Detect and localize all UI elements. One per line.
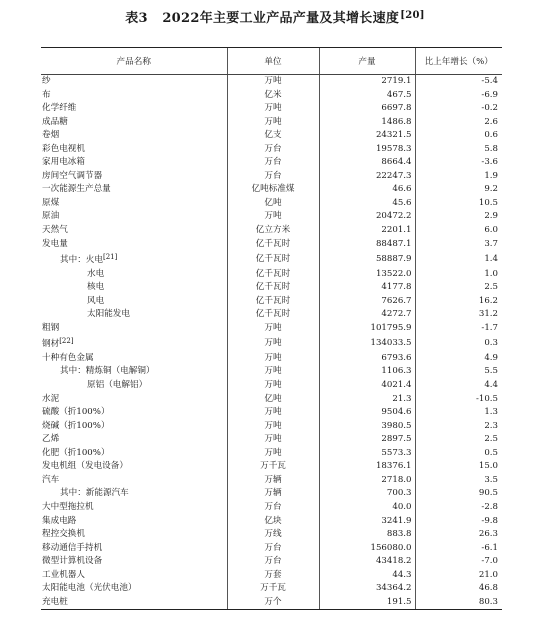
table-row	[41, 102, 502, 116]
table-row	[41, 335, 502, 352]
unit-cell: 万辆	[227, 474, 319, 488]
unit-cell: 亿块	[227, 515, 319, 529]
product-name-cell	[41, 281, 227, 295]
product-name-cell	[41, 197, 227, 211]
unit-cell: 万个	[227, 596, 319, 610]
product-name: 水泥	[42, 393, 60, 404]
growth-cell: 6.0	[415, 224, 502, 238]
table-row	[41, 352, 502, 366]
table-row	[41, 460, 502, 474]
unit-cell: 亿立方米	[227, 224, 319, 238]
product-name: 太阳能电池（光伏电池）	[42, 583, 137, 594]
product-name: 乙烯	[42, 434, 60, 445]
product-name: 发电量	[42, 238, 68, 249]
growth-cell: -6.9	[415, 89, 502, 103]
product-name-cell	[41, 143, 227, 157]
product-name: 工业机器人	[42, 569, 85, 580]
growth-cell: 21.0	[415, 569, 502, 583]
production-cell: 7626.7	[319, 295, 415, 309]
product-name-cell	[41, 335, 227, 352]
table-row	[41, 582, 502, 596]
product-name: 纱	[42, 76, 51, 86]
header-row	[41, 48, 502, 75]
product-name-cell	[41, 379, 227, 393]
table-body	[41, 75, 502, 610]
production-cell: 3980.5	[319, 420, 415, 434]
growth-cell: 46.8	[415, 582, 502, 596]
table-row	[41, 501, 502, 515]
growth-cell: -10.5	[415, 393, 502, 407]
table-number: 表3	[125, 11, 148, 26]
production-cell: 88487.1	[319, 238, 415, 252]
table-row	[41, 528, 502, 542]
product-name: 移动通信手持机	[42, 542, 103, 553]
unit-cell: 万吨	[227, 210, 319, 224]
product-name-cell	[41, 170, 227, 184]
table-row	[41, 447, 502, 461]
unit-cell: 亿千瓦时	[227, 295, 319, 309]
product-name: 风电	[87, 295, 105, 306]
production-cell: 1486.8	[319, 116, 415, 130]
unit-cell: 万吨	[227, 352, 319, 366]
unit-cell: 万千瓦	[227, 460, 319, 474]
table-row	[41, 183, 502, 197]
unit-cell: 万千瓦	[227, 582, 319, 596]
unit-cell: 万吨	[227, 433, 319, 447]
product-name: 一次能源生产总量	[42, 184, 111, 195]
growth-cell: 4.4	[415, 379, 502, 393]
product-name-cell	[41, 365, 227, 379]
product-name-cell	[41, 89, 227, 103]
table-row	[41, 156, 502, 170]
growth-cell: -0.2	[415, 102, 502, 116]
growth-cell: -2.8	[415, 501, 502, 515]
production-cell: 2897.5	[319, 433, 415, 447]
table-row	[41, 393, 502, 407]
growth-cell: 80.3	[415, 596, 502, 610]
production-cell: 40.0	[319, 501, 415, 515]
product-name-cell	[41, 352, 227, 366]
growth-cell: 2.6	[415, 116, 502, 130]
production-cell: 883.8	[319, 528, 415, 542]
growth-cell: 1.0	[415, 268, 502, 282]
production-cell: 21.3	[319, 393, 415, 407]
product-name: 钢材	[42, 339, 60, 350]
product-name: 水电	[87, 268, 105, 279]
product-name-cell	[41, 116, 227, 130]
growth-cell: 5.5	[415, 365, 502, 379]
production-cell: 1106.3	[319, 365, 415, 379]
unit-cell: 亿千瓦时	[227, 281, 319, 295]
product-name-cell	[41, 569, 227, 583]
table-row	[41, 555, 502, 569]
growth-cell: 2.5	[415, 433, 502, 447]
table-row	[41, 75, 502, 89]
growth-cell: 31.2	[415, 308, 502, 322]
table-row	[41, 224, 502, 238]
header-production: 产量	[319, 48, 415, 75]
table-row	[41, 143, 502, 157]
product-name: 原煤	[42, 197, 60, 208]
production-cell: 3241.9	[319, 515, 415, 529]
product-name-cell	[41, 322, 227, 336]
unit-cell: 万吨	[227, 116, 319, 130]
footnote-marker: [21]	[102, 253, 118, 262]
growth-cell: 15.0	[415, 460, 502, 474]
growth-cell: -5.4	[415, 75, 502, 89]
table-row	[41, 295, 502, 309]
unit-cell: 万台	[227, 170, 319, 184]
growth-cell: -1.7	[415, 322, 502, 336]
growth-cell: 0.5	[415, 447, 502, 461]
table-row	[41, 116, 502, 130]
product-name-cell	[41, 102, 227, 116]
product-name: 化肥（折100%）	[42, 447, 110, 458]
unit-cell: 亿米	[227, 89, 319, 103]
product-name: 粗钢	[42, 322, 60, 333]
growth-cell: -6.1	[415, 542, 502, 556]
table-title-text: 2022年主要工业产品产量及其增长速度	[162, 11, 400, 26]
product-name: 彩色电视机	[42, 143, 85, 154]
table-row	[41, 322, 502, 336]
production-cell: 9504.6	[319, 406, 415, 420]
production-cell: 700.3	[319, 487, 415, 501]
product-name-cell	[41, 238, 227, 252]
product-name: 家用电冰箱	[42, 157, 85, 168]
product-name-cell	[41, 224, 227, 238]
table-row	[41, 515, 502, 529]
product-name-cell	[41, 528, 227, 542]
unit-cell: 亿吨	[227, 197, 319, 211]
product-name: 硫酸（折100%）	[42, 407, 110, 418]
unit-cell: 万吨	[227, 365, 319, 379]
product-name: 程控交换机	[42, 529, 85, 540]
product-name-cell	[41, 129, 227, 143]
production-cell: 8664.4	[319, 156, 415, 170]
unit-cell: 亿千瓦时	[227, 268, 319, 282]
product-name-cell	[41, 515, 227, 529]
production-cell: 43418.2	[319, 555, 415, 569]
production-table	[41, 47, 502, 610]
table-row	[41, 197, 502, 211]
production-cell: 44.3	[319, 569, 415, 583]
table-row	[41, 474, 502, 488]
table-row	[41, 281, 502, 295]
growth-cell: 16.2	[415, 295, 502, 309]
table-title	[0, 7, 550, 26]
table-row	[41, 129, 502, 143]
production-cell: 6793.6	[319, 352, 415, 366]
product-name-cell	[41, 487, 227, 501]
product-name: 微型计算机设备	[42, 556, 103, 567]
unit-cell: 万吨	[227, 322, 319, 336]
production-cell: 4021.4	[319, 379, 415, 393]
product-name: 集成电路	[42, 515, 77, 526]
production-cell: 156080.0	[319, 542, 415, 556]
product-name: 房间空气调节器	[42, 170, 103, 181]
table-row	[41, 308, 502, 322]
growth-cell: 2.5	[415, 281, 502, 295]
growth-cell: 26.3	[415, 528, 502, 542]
growth-cell: 0.3	[415, 335, 502, 352]
unit-cell: 万辆	[227, 487, 319, 501]
product-name: 烧碱（折100%）	[42, 420, 110, 431]
table-row	[41, 89, 502, 103]
production-cell: 6697.8	[319, 102, 415, 116]
growth-cell: 9.2	[415, 183, 502, 197]
product-name: 原铝（电解铝）	[87, 380, 148, 391]
production-cell: 2718.0	[319, 474, 415, 488]
unit-cell: 万线	[227, 528, 319, 542]
production-cell: 467.5	[319, 89, 415, 103]
product-name-cell	[41, 447, 227, 461]
product-name-cell	[41, 596, 227, 610]
production-cell: 22247.3	[319, 170, 415, 184]
unit-cell: 万台	[227, 143, 319, 157]
growth-cell: 3.7	[415, 238, 502, 252]
unit-cell: 万吨	[227, 406, 319, 420]
product-name: 卷烟	[42, 130, 60, 141]
table-row	[41, 379, 502, 393]
product-name-cell	[41, 210, 227, 224]
growth-cell: 2.9	[415, 210, 502, 224]
product-name: 其中：精炼铜（电解铜）	[60, 366, 155, 377]
production-cell: 191.5	[319, 596, 415, 610]
product-name-cell	[41, 268, 227, 282]
table-row	[41, 251, 502, 268]
unit-cell: 万吨	[227, 75, 319, 89]
production-cell: 101795.9	[319, 322, 415, 336]
product-name-cell	[41, 582, 227, 596]
product-name: 十种有色金属	[42, 352, 94, 363]
header-unit: 单位	[227, 48, 319, 75]
growth-cell: 1.9	[415, 170, 502, 184]
product-name-cell	[41, 183, 227, 197]
growth-cell: 2.3	[415, 420, 502, 434]
product-name: 太阳能发电	[87, 309, 130, 320]
product-name-cell	[41, 156, 227, 170]
unit-cell: 万吨	[227, 379, 319, 393]
production-cell: 20472.2	[319, 210, 415, 224]
production-cell: 58887.9	[319, 251, 415, 268]
product-name: 化学纤维	[42, 103, 77, 114]
product-name-cell	[41, 406, 227, 420]
product-name-cell	[41, 474, 227, 488]
product-name-cell	[41, 75, 227, 89]
growth-cell: -7.0	[415, 555, 502, 569]
unit-cell: 亿吨	[227, 393, 319, 407]
production-cell: 34364.2	[319, 582, 415, 596]
growth-cell: -3.6	[415, 156, 502, 170]
product-name: 成品糖	[42, 116, 68, 127]
growth-cell: 90.5	[415, 487, 502, 501]
production-cell: 5573.3	[319, 447, 415, 461]
unit-cell: 万台	[227, 555, 319, 569]
production-cell: 45.6	[319, 197, 415, 211]
product-name-cell	[41, 295, 227, 309]
growth-cell: 10.5	[415, 197, 502, 211]
unit-cell: 亿千瓦时	[227, 251, 319, 268]
header-name: 产品名称	[41, 48, 227, 75]
growth-cell: 3.5	[415, 474, 502, 488]
product-name: 布	[42, 89, 51, 100]
production-cell: 4272.7	[319, 308, 415, 322]
table-row	[41, 433, 502, 447]
unit-cell: 万台	[227, 542, 319, 556]
table-row	[41, 210, 502, 224]
table-row	[41, 569, 502, 583]
product-name-cell	[41, 501, 227, 515]
product-name: 核电	[87, 282, 105, 293]
product-name-cell	[41, 420, 227, 434]
product-name-cell	[41, 251, 227, 268]
unit-cell: 亿千瓦时	[227, 308, 319, 322]
growth-cell: 1.4	[415, 251, 502, 268]
table-row	[41, 238, 502, 252]
production-cell: 4177.8	[319, 281, 415, 295]
unit-cell: 亿吨标准煤	[227, 183, 319, 197]
table-row	[41, 406, 502, 420]
growth-cell: 4.9	[415, 352, 502, 366]
product-name: 充电桩	[42, 596, 68, 607]
production-cell: 134033.5	[319, 335, 415, 352]
production-cell: 46.6	[319, 183, 415, 197]
footnote-marker: [22]	[59, 337, 74, 346]
product-name: 汽车	[42, 474, 60, 485]
product-name-cell	[41, 433, 227, 447]
production-cell: 18376.1	[319, 460, 415, 474]
product-name-cell	[41, 542, 227, 556]
growth-cell: 1.3	[415, 406, 502, 420]
table-row	[41, 487, 502, 501]
table-row	[41, 596, 502, 610]
title-footnote: [20]	[400, 10, 425, 21]
product-name: 原油	[42, 211, 60, 222]
table-row	[41, 420, 502, 434]
production-cell: 24321.5	[319, 129, 415, 143]
product-name-cell	[41, 555, 227, 569]
production-cell: 2201.1	[319, 224, 415, 238]
growth-cell: -9.8	[415, 515, 502, 529]
product-name-cell	[41, 393, 227, 407]
unit-cell: 万套	[227, 569, 319, 583]
production-cell: 13522.0	[319, 268, 415, 282]
unit-cell: 亿支	[227, 129, 319, 143]
growth-cell: 5.8	[415, 143, 502, 157]
product-name: 发电机组（发电设备）	[42, 461, 128, 472]
unit-cell: 万台	[227, 156, 319, 170]
product-name-cell	[41, 308, 227, 322]
table-row	[41, 170, 502, 184]
unit-cell: 亿千瓦时	[227, 238, 319, 252]
growth-cell: 0.6	[415, 129, 502, 143]
product-name: 其中：新能源汽车	[60, 488, 129, 499]
table-row	[41, 542, 502, 556]
production-cell: 19578.3	[319, 143, 415, 157]
header-growth: 比上年增长（%）	[415, 48, 502, 75]
unit-cell: 万吨	[227, 335, 319, 352]
unit-cell: 万吨	[227, 420, 319, 434]
product-name: 天然气	[42, 225, 68, 236]
table-row	[41, 365, 502, 379]
table-row	[41, 268, 502, 282]
production-cell: 2719.1	[319, 75, 415, 89]
product-name: 大中型拖拉机	[42, 501, 94, 512]
unit-cell: 万吨	[227, 447, 319, 461]
unit-cell: 万吨	[227, 102, 319, 116]
product-name-cell	[41, 460, 227, 474]
unit-cell: 万台	[227, 501, 319, 515]
product-name: 其中：火电	[60, 255, 103, 266]
